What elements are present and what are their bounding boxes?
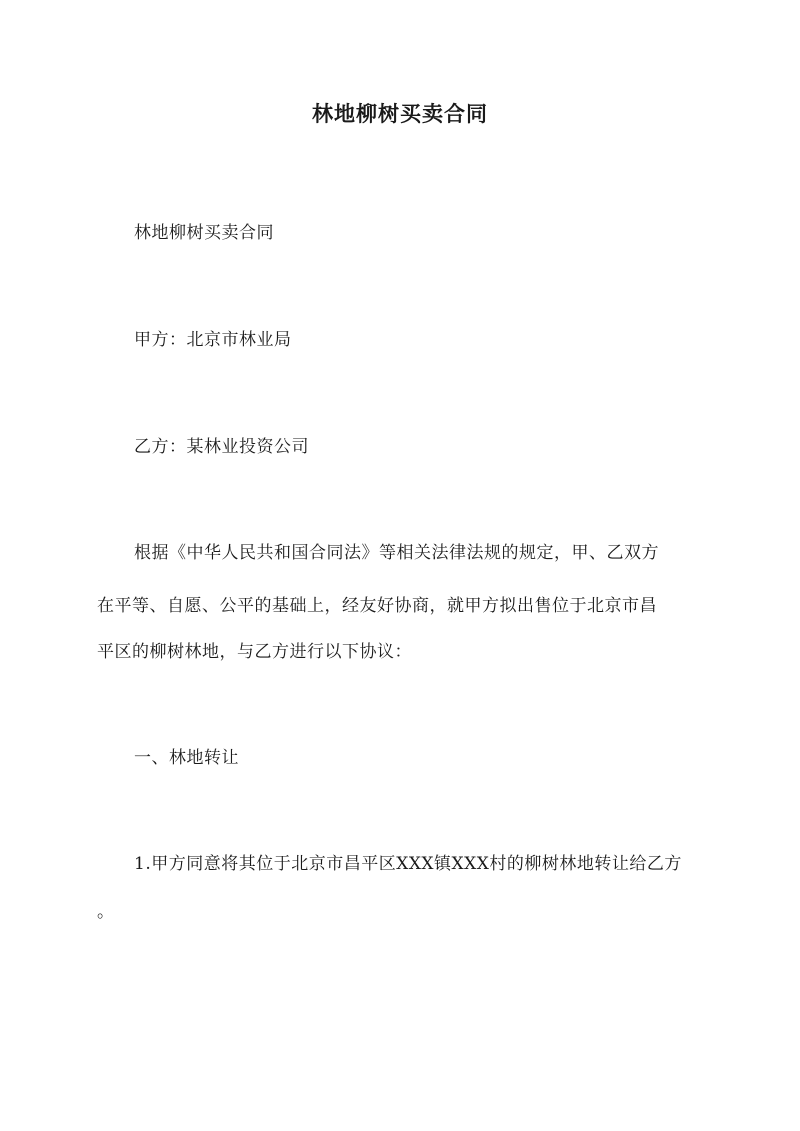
preamble-line-1: 根据《中华人民共和国合同法》等相关法律法规的规定，甲、乙双方 bbox=[134, 543, 659, 563]
clause-1-line-2: 。 bbox=[97, 902, 115, 922]
preamble-line-3: 平区的柳树林地，与乙方进行以下协议： bbox=[97, 642, 412, 662]
clause-1-line-1: 1.甲方同意将其位于北京市昌平区XXX镇XXX村的柳树林地转让给乙方 bbox=[134, 854, 682, 874]
section-heading-1: 一、林地转让 bbox=[134, 748, 239, 768]
party-b: 乙方：某林业投资公司 bbox=[134, 437, 309, 457]
party-a: 甲方：北京市林业局 bbox=[134, 330, 292, 350]
preamble-line-2: 在平等、自愿、公平的基础上，经友好协商，就甲方拟出售位于北京市昌 bbox=[97, 596, 657, 616]
document-title: 林地柳树买卖合同 bbox=[312, 101, 488, 126]
contract-name: 林地柳树买卖合同 bbox=[134, 223, 274, 243]
